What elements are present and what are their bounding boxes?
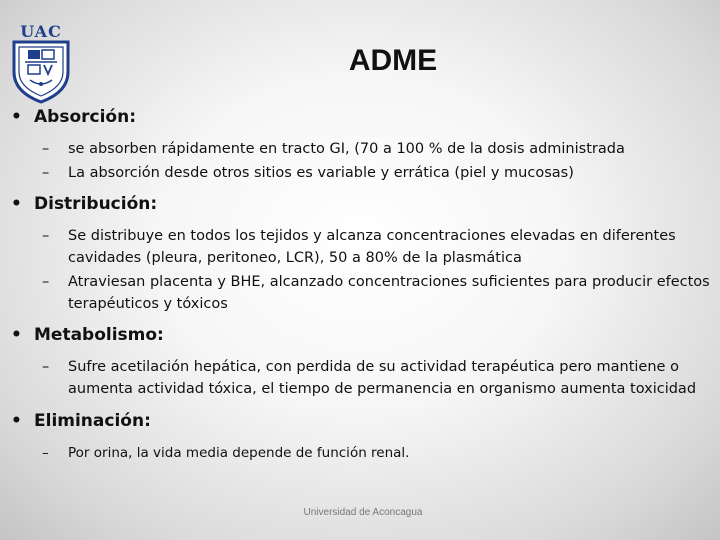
heading-text: Distribución: <box>34 194 158 214</box>
list-item <box>0 356 720 400</box>
dash-icon: – <box>42 228 50 244</box>
section-distribucion <box>0 193 720 315</box>
item-text: Atraviesan placenta y BHE, alcanzado concentraciones suficientes para producir efectos terapéuticos y tóxicos <box>68 274 710 312</box>
bullet-icon: • <box>11 107 22 127</box>
dash-icon: – <box>42 359 50 375</box>
section-heading <box>0 193 720 215</box>
list-item <box>0 162 720 184</box>
item-text: Sufre acetilación hepática, con perdida de su actividad terapéutica pero mantiene o aumenta actividad tóxica, el tiempo de permanencia en organismo aumenta toxicidad <box>68 359 697 397</box>
slide-content <box>0 106 720 466</box>
section-heading <box>0 106 720 128</box>
list-item <box>0 225 720 269</box>
item-text: Se distribuye en todos los tejidos y alcanza concentraciones elevadas en diferentes cavidades (pleura, peritoneo, LCR), 50 a 80% de la plasmática <box>68 228 676 266</box>
list-item <box>0 442 720 464</box>
dash-icon: – <box>42 141 50 157</box>
section-heading <box>0 410 720 432</box>
section-absorcion <box>0 106 720 184</box>
bullet-icon: • <box>11 325 22 345</box>
dash-icon: – <box>42 274 50 290</box>
list-item <box>0 271 720 315</box>
bullet-icon: • <box>11 411 22 431</box>
bullet-icon: • <box>11 194 22 214</box>
section-heading <box>0 324 720 346</box>
section-eliminacion <box>0 410 720 464</box>
heading-text: Eliminación: <box>34 411 151 431</box>
heading-text: Absorción: <box>34 107 136 127</box>
logo-text: UAC <box>20 22 62 41</box>
section-metabolismo <box>0 324 720 400</box>
heading-text: Metabolismo: <box>34 325 164 345</box>
item-text: La absorción desde otros sitios es variable y errática (piel y mucosas) <box>68 165 574 181</box>
dash-icon: – <box>42 445 49 461</box>
item-text: se absorben rápidamente en tracto GI, (70 a 100 % de la dosis administrada <box>68 141 625 157</box>
footer-text: Universidad de Aconcagua <box>303 507 423 518</box>
item-text: Por orina, la vida media depende de función renal. <box>68 445 410 461</box>
list-item <box>0 138 720 160</box>
dash-icon: – <box>42 165 50 181</box>
slide-title: ADME <box>348 44 438 77</box>
